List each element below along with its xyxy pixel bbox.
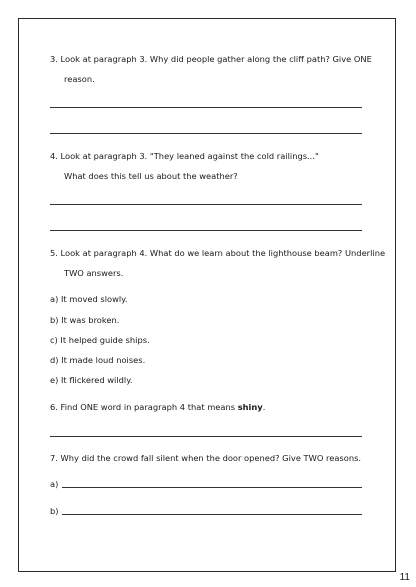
option-d[interactable]: d) It made loud noises. (50, 355, 146, 365)
question-6 (50, 402, 265, 413)
answer-line-4a[interactable] (50, 204, 362, 205)
option-b[interactable]: b) It was broken. (50, 315, 120, 325)
question-3-line-2: reason. (64, 74, 95, 84)
question-7-label-b: b) (50, 506, 59, 516)
answer-line-4b[interactable] (50, 230, 362, 231)
page-number: 11 (399, 572, 410, 583)
answer-line-3a[interactable] (50, 107, 362, 108)
question-4-line-2: What does this tell us about the weather? (64, 171, 238, 181)
option-c[interactable]: c) It helped guide ships. (50, 335, 150, 345)
question-3-line-1: 3. Look at paragraph 3. Why did people gather along the cliff path? Give ONE (50, 54, 372, 64)
option-a[interactable]: a) It moved slowly. (50, 294, 128, 304)
answer-line-3b[interactable] (50, 133, 362, 134)
answer-line-7a[interactable] (62, 487, 362, 488)
question-7-line-1: 7. Why did the crowd fall silent when the door opened? Give TWO reasons. (50, 453, 362, 463)
question-5-line-2: TWO answers. (64, 268, 124, 278)
question-6-suffix: . (262, 402, 266, 412)
answer-line-7b[interactable] (62, 514, 362, 515)
question-4-line-1: 4. Look at paragraph 3. "They leaned against the cold railings..." (50, 151, 319, 161)
question-5-line-1: 5. Look at paragraph 4. What do we learn about the lighthouse beam? Underline (50, 248, 386, 258)
answer-line-6[interactable] (50, 436, 362, 437)
question-7-label-a: a) (50, 479, 59, 489)
option-e[interactable]: e) It flickered wildly. (50, 375, 133, 385)
question-6-keyword: shiny (237, 402, 263, 412)
question-6-prefix: 6. Find ONE word in paragraph 4 that means (50, 402, 238, 412)
